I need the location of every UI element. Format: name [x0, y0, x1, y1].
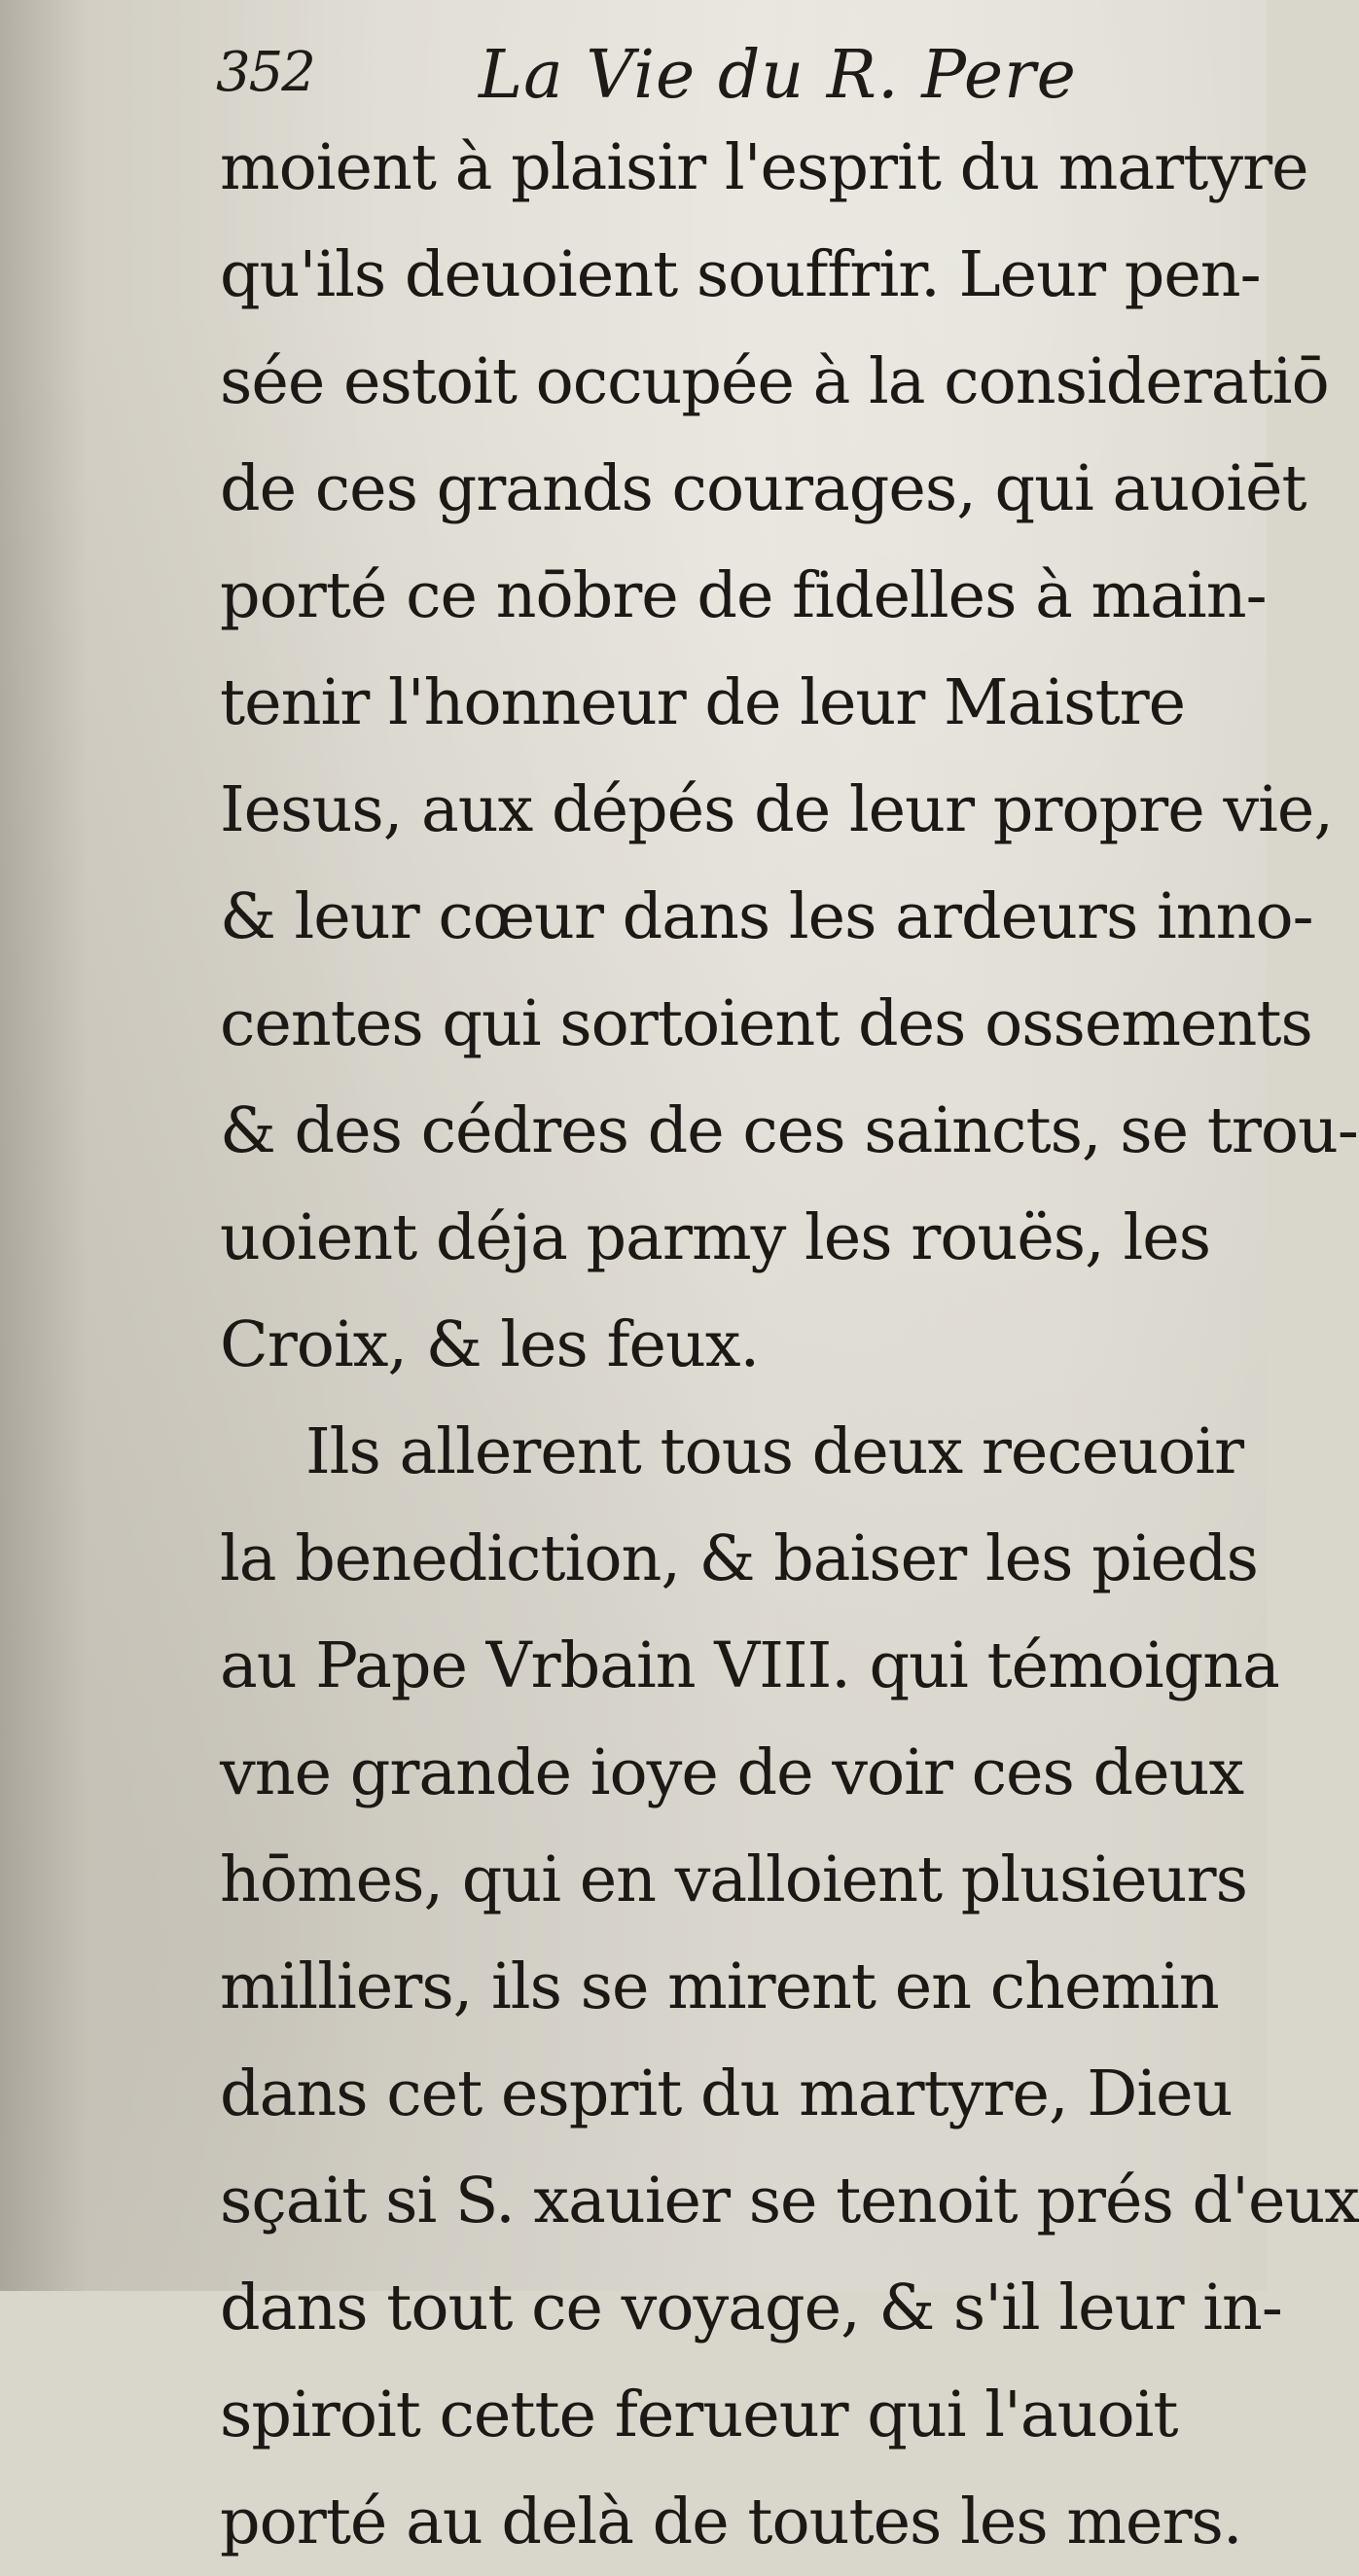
running-head: La Vie du R. Pere [479, 37, 1077, 114]
text-line: moient à plaisir l'esprit du martyre [220, 131, 1308, 204]
text-line: milliers, ils se mirent en chemin [220, 1950, 1219, 2023]
text-line: de ces grands courages, qui auoiēt [220, 452, 1306, 525]
text-line: la benediction, & baiser les pieds [220, 1522, 1258, 1595]
text-line: dans tout ce voyage, & s'il leur in- [220, 2272, 1282, 2344]
text-line: qu'ils deuoient souffrir. Leur pen- [220, 238, 1261, 311]
page-header [216, 37, 1189, 125]
text-line: Iesus, aux dépés de leur propre vie, [220, 773, 1333, 846]
body-text [220, 115, 1359, 2576]
text-line: centes qui sortoient des ossements [220, 987, 1312, 1060]
paragraph-start-line: Ils allerent tous deux receuoir [305, 1415, 1244, 1488]
text-line: porté ce nōbre de fidelles à main- [220, 559, 1267, 632]
text-line: uoient déja parmy les rouës, les [220, 1201, 1211, 1274]
text-line: Croix, & les feux. [220, 1308, 760, 1381]
page-number: 352 [216, 41, 314, 104]
gutter-shadow [0, 0, 88, 2291]
text-line: hōmes, qui en valloient plusieurs [220, 1843, 1247, 1916]
text-line: vne grande ioye de voir ces deux [220, 1736, 1244, 1809]
text-line: tenir l'honneur de leur Maistre [220, 666, 1186, 739]
text-line: dans cet esprit du martyre, Dieu [220, 2057, 1233, 2130]
text-line: & leur cœur dans les ardeurs inno- [220, 880, 1313, 953]
text-line: sée estoit occupée à la consideratiō [220, 345, 1329, 418]
text-line: sçait si S. xauier se tenoit prés d'eux [220, 2165, 1359, 2237]
text-line: porté au delà de toutes les mers. [220, 2486, 1242, 2558]
text-line: au Pape Vrbain VIII. qui témoigna [220, 1629, 1279, 1702]
text-line: spiroit cette ferueur qui l'auoit [220, 2379, 1178, 2451]
text-line: & des cédres de ces saincts, se trou- [220, 1094, 1358, 1167]
